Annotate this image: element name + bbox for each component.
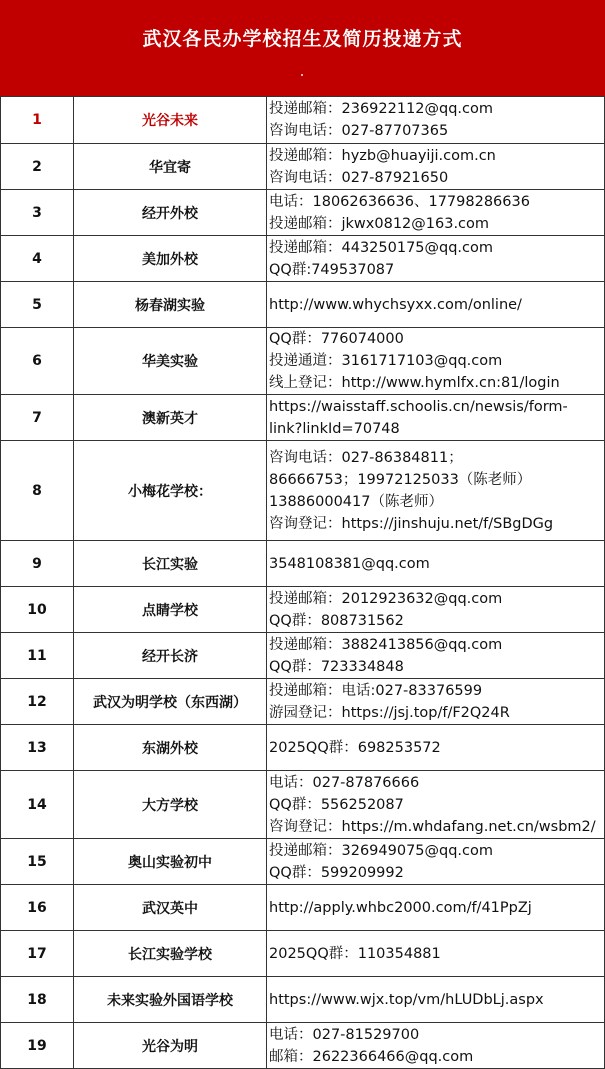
table-row [1, 144, 605, 190]
contact-line: 投递邮箱：326949075@qq.com [269, 842, 494, 859]
row-number: 6 [1, 328, 74, 395]
contact-line: 2025QQ群：110354881 [269, 945, 441, 962]
contact-info [267, 885, 605, 931]
contact-link[interactable]: http://apply.whbc2000.com/f/41PpZj [269, 899, 532, 916]
row-number: 14 [1, 771, 74, 839]
row-number: 16 [1, 885, 74, 931]
contact-link[interactable]: 咨询登记：https://jinshuju.net/f/SBgDGg [269, 515, 554, 532]
contact-info [267, 771, 605, 839]
school-name: 大方学校 [74, 771, 267, 839]
contact-line: 投递邮箱：3882413856@qq.com [269, 636, 503, 653]
contact-line: QQ群：599209992 [269, 864, 404, 881]
contact-info [267, 144, 605, 190]
row-number: 11 [1, 633, 74, 679]
table-row [1, 633, 605, 679]
row-number: 7 [1, 395, 74, 441]
school-table [0, 96, 605, 1069]
contact-line: 投递邮箱：443250175@qq.com [269, 239, 494, 256]
contact-line: link?linkId=70748 [269, 420, 400, 437]
row-number: 8 [1, 441, 74, 541]
contact-link[interactable]: https://waisstaff.schoolis.cn/newsis/form- [269, 398, 568, 415]
contact-line: 咨询电话：027-87707365 [269, 123, 449, 139]
table-row [1, 282, 605, 328]
contact-info [267, 977, 605, 1023]
contact-info [267, 441, 605, 541]
contact-info [267, 395, 605, 441]
contact-info [267, 97, 605, 144]
table-row [1, 1023, 605, 1069]
contact-line: 2025QQ群：698253572 [269, 739, 441, 756]
row-number: 17 [1, 931, 74, 977]
contact-link[interactable]: 线上登记：http://www.hymlfx.cn:81/login [269, 375, 560, 391]
table-row [1, 679, 605, 725]
contact-line: 投递邮箱：2012923632@qq.com [269, 590, 503, 607]
table-row [1, 328, 605, 395]
contact-link[interactable]: http://www.whychsyxx.com/online/ [269, 296, 522, 313]
table-row [1, 931, 605, 977]
school-name: 光谷未来 [74, 97, 267, 144]
school-name: 点睛学校 [74, 587, 267, 633]
school-name: 经开长济 [74, 633, 267, 679]
school-name: 武汉为明学校（东西湖） [74, 679, 267, 725]
table-row [1, 395, 605, 441]
row-number: 2 [1, 144, 74, 190]
page-title: 武汉各民办学校招生及简历投递方式 [142, 28, 463, 50]
contact-info [267, 236, 605, 282]
table-row [1, 725, 605, 771]
contact-line: 投递邮箱：jkwx0812@163.com [269, 215, 490, 232]
contact-line: QQ群:749537087 [269, 261, 395, 278]
row-number: 12 [1, 679, 74, 725]
table-row [1, 190, 605, 236]
contact-line: 电话：027-87876666 [269, 774, 420, 791]
school-name: 杨春湖实验 [74, 282, 267, 328]
contact-line: QQ群：776074000 [269, 331, 404, 347]
table-row [1, 441, 605, 541]
contact-line: QQ群：808731562 [269, 612, 404, 629]
school-name: 奥山实验初中 [74, 839, 267, 885]
contact-link[interactable]: 游园登记：https://jsj.top/f/F2Q24R [269, 704, 510, 721]
contact-line: 13886000417（陈老师） [269, 493, 443, 510]
contact-line: 投递邮箱：电话:027-83376599 [269, 682, 483, 699]
contact-info [267, 679, 605, 725]
title-banner [0, 0, 605, 96]
table-row [1, 977, 605, 1023]
contact-info [267, 633, 605, 679]
table-row [1, 839, 605, 885]
contact-line: 投递邮箱：hyzb@huayiji.com.cn [269, 147, 496, 164]
contact-info [267, 839, 605, 885]
school-name: 美加外校 [74, 236, 267, 282]
contact-info [267, 328, 605, 395]
school-name: 长江实验学校 [74, 931, 267, 977]
school-name: 经开外校 [74, 190, 267, 236]
contact-link[interactable]: https://www.wjx.top/vm/hLUDbLj.aspx [269, 991, 544, 1008]
school-name: 东湖外校 [74, 725, 267, 771]
contact-info [267, 190, 605, 236]
contact-link[interactable]: 咨询登记：https://m.whdafang.net.cn/wsbm2/ [269, 818, 596, 835]
contact-info [267, 282, 605, 328]
contact-line: QQ群：556252087 [269, 796, 404, 813]
table-row [1, 771, 605, 839]
contact-line: 3548108381@qq.com [269, 555, 430, 572]
school-name: 华宜寄 [74, 144, 267, 190]
row-number: 10 [1, 587, 74, 633]
row-number: 13 [1, 725, 74, 771]
contact-line: 咨询电话：027-86384811； [269, 449, 463, 466]
contact-line: 投递邮箱：236922112@qq.com [269, 101, 494, 117]
contact-line: QQ群：723334848 [269, 658, 404, 675]
school-name: 长江实验 [74, 541, 267, 587]
school-name: 华美实验 [74, 328, 267, 395]
row-number: 9 [1, 541, 74, 587]
contact-line: 86666753；19972125033（陈老师） [269, 471, 532, 488]
row-number: 18 [1, 977, 74, 1023]
contact-line: 电话：18062636636、17798286636 [269, 193, 530, 210]
table-row [1, 587, 605, 633]
contact-line: 邮箱：2622366466@qq.com [269, 1048, 474, 1065]
row-number: 5 [1, 282, 74, 328]
contact-info [267, 541, 605, 587]
contact-info [267, 587, 605, 633]
school-name: 未来实验外国语学校 [74, 977, 267, 1023]
school-name: 光谷为明 [74, 1023, 267, 1069]
school-name: 澳新英才 [74, 395, 267, 441]
row-number: 3 [1, 190, 74, 236]
table-row [1, 885, 605, 931]
row-number: 1 [1, 97, 74, 144]
table-row [1, 236, 605, 282]
school-name: 小梅花学校： [74, 441, 267, 541]
banner-dot [301, 74, 303, 76]
contact-line: 投递通道：3161717103@qq.com [269, 353, 503, 369]
contact-info [267, 931, 605, 977]
contact-info [267, 1023, 605, 1069]
table-row [1, 541, 605, 587]
school-name: 武汉英中 [74, 885, 267, 931]
contact-line: 咨询电话：027-87921650 [269, 169, 449, 186]
contact-line: 电话：027-81529700 [269, 1026, 420, 1043]
row-number: 4 [1, 236, 74, 282]
row-number: 15 [1, 839, 74, 885]
table-row [1, 97, 605, 144]
contact-info [267, 725, 605, 771]
row-number: 19 [1, 1023, 74, 1069]
